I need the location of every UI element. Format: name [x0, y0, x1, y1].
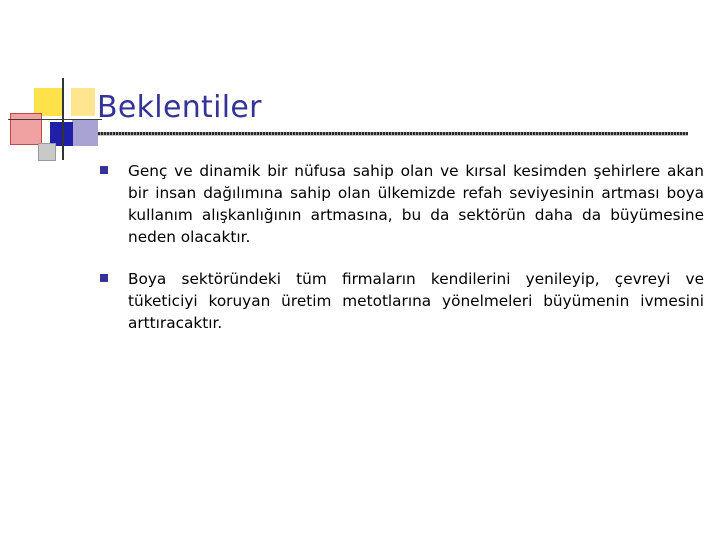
bullet-text: Genç ve dinamik bir nüfusa sahip olan ve kırsal kesimden şehirlere akan bir insan dağılımına sahip olan ülkemizde refah seviyesinin artması boya kullanım alışkanlığının artmasına, bu da sektörün daha da büyümesine neden olacaktır.	[128, 162, 704, 246]
bullet-item	[98, 160, 704, 248]
bullet-text: Boya sektöründeki tüm firmaların kendilerini yenileyip, çevreyi ve tüketiciyi koruyan üretim metotlarına yönelmeleri büyümenin ivmesini arttıracaktır.	[128, 270, 704, 332]
vertical-line-decoration	[62, 78, 64, 160]
pale-yellow-square-decoration	[71, 88, 95, 116]
red-square-decoration	[10, 113, 42, 145]
square-bullet-icon	[100, 274, 108, 282]
title-underline-shadow	[98, 135, 688, 136]
horizontal-line-decoration	[8, 119, 102, 120]
slide-title: Beklentiler	[97, 90, 262, 125]
gray-square-decoration	[38, 143, 56, 161]
bullet-item	[98, 268, 704, 334]
light-blue-square-decoration	[72, 119, 98, 146]
bullet-list	[98, 160, 704, 354]
square-bullet-icon	[100, 166, 108, 174]
yellow-square-decoration	[34, 88, 64, 116]
